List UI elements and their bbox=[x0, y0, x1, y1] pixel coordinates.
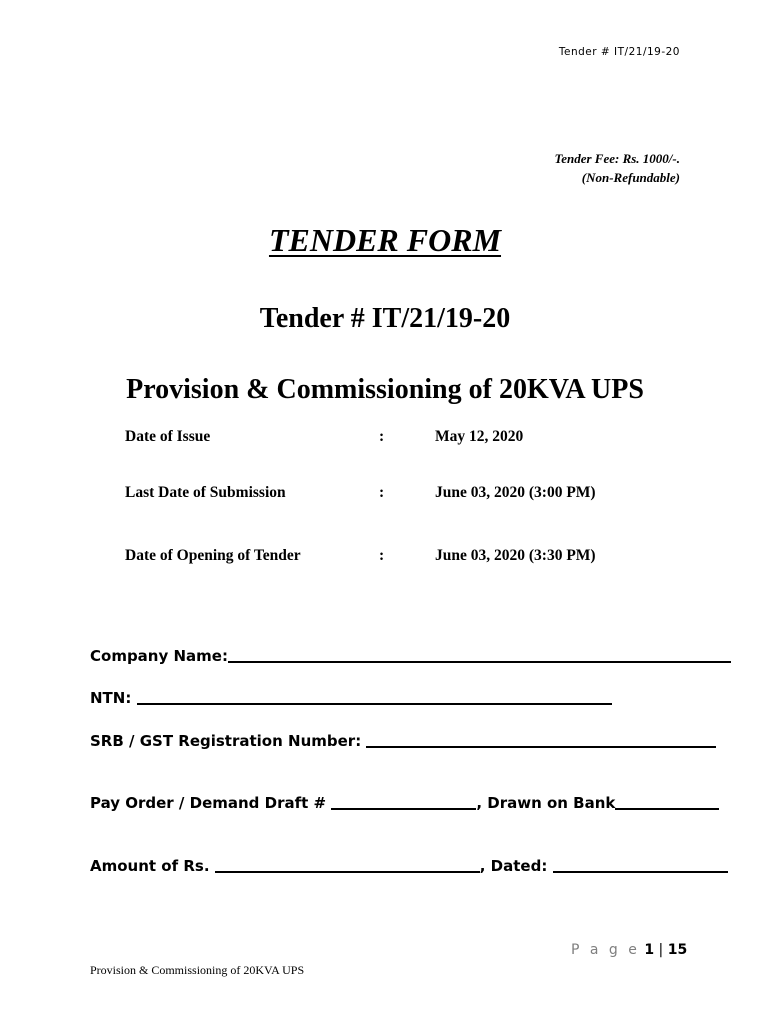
header-tender-reference: Tender # IT/21/19-20 bbox=[558, 46, 680, 58]
ntn-field bbox=[90, 685, 612, 707]
company-name-blank[interactable] bbox=[228, 645, 731, 663]
page-number bbox=[571, 942, 687, 958]
company-name-field bbox=[90, 643, 731, 665]
tender-fee-note: (Non-Refundable) bbox=[581, 170, 680, 185]
schedule-value: June 03, 2020 (3:30 PM) bbox=[435, 547, 596, 564]
dated-label: , Dated: bbox=[479, 857, 553, 875]
tender-subject: Provision & Commissioning of 20KVA UPS bbox=[126, 374, 644, 405]
schedule-label: Date of Issue bbox=[125, 428, 211, 445]
schedule-row-last-date-of-submission bbox=[125, 484, 685, 506]
schedule-colon: : bbox=[379, 428, 385, 445]
amount-label: Amount of Rs. bbox=[90, 857, 215, 875]
schedule-value: May 12, 2020 bbox=[435, 428, 524, 445]
schedule-colon: : bbox=[379, 547, 385, 564]
page-current: 1 bbox=[644, 942, 655, 958]
ntn-label: NTN: bbox=[90, 689, 137, 707]
pay-order-field bbox=[90, 790, 719, 812]
ntn-blank[interactable] bbox=[137, 687, 612, 705]
tender-number: Tender # IT/21/19-20 bbox=[259, 303, 511, 334]
schedule-row-date-of-issue bbox=[125, 428, 685, 450]
srb-gst-label: SRB / GST Registration Number: bbox=[90, 732, 367, 750]
tender-fee: Tender Fee: Rs. 1000/-. bbox=[554, 151, 680, 166]
schedule-row-date-of-opening bbox=[125, 547, 685, 569]
company-name-label: Company Name: bbox=[90, 647, 228, 665]
footer-text: Provision & Commissioning of 20KVA UPS bbox=[90, 963, 305, 977]
schedule-value: June 03, 2020 (3:00 PM) bbox=[435, 484, 596, 501]
pay-order-blank[interactable] bbox=[331, 792, 476, 810]
schedule-label: Last Date of Submission bbox=[125, 484, 286, 501]
page-total: 15 bbox=[667, 942, 688, 958]
drawn-on-bank-label: , Drawn on Bank bbox=[476, 794, 616, 812]
amount-field bbox=[90, 853, 728, 875]
schedule-label: Date of Opening of Tender bbox=[125, 547, 301, 564]
schedule-colon: : bbox=[379, 484, 385, 501]
dated-blank[interactable] bbox=[553, 855, 728, 873]
amount-blank[interactable] bbox=[215, 855, 480, 873]
pay-order-label: Pay Order / Demand Draft # bbox=[90, 794, 332, 812]
srb-gst-field bbox=[90, 728, 716, 750]
page-separator: | bbox=[658, 942, 664, 958]
srb-gst-blank[interactable] bbox=[366, 730, 716, 748]
form-title: TENDER FORM bbox=[268, 222, 502, 258]
page-prefix: P a g e bbox=[571, 942, 640, 958]
drawn-on-bank-blank[interactable] bbox=[615, 792, 719, 810]
